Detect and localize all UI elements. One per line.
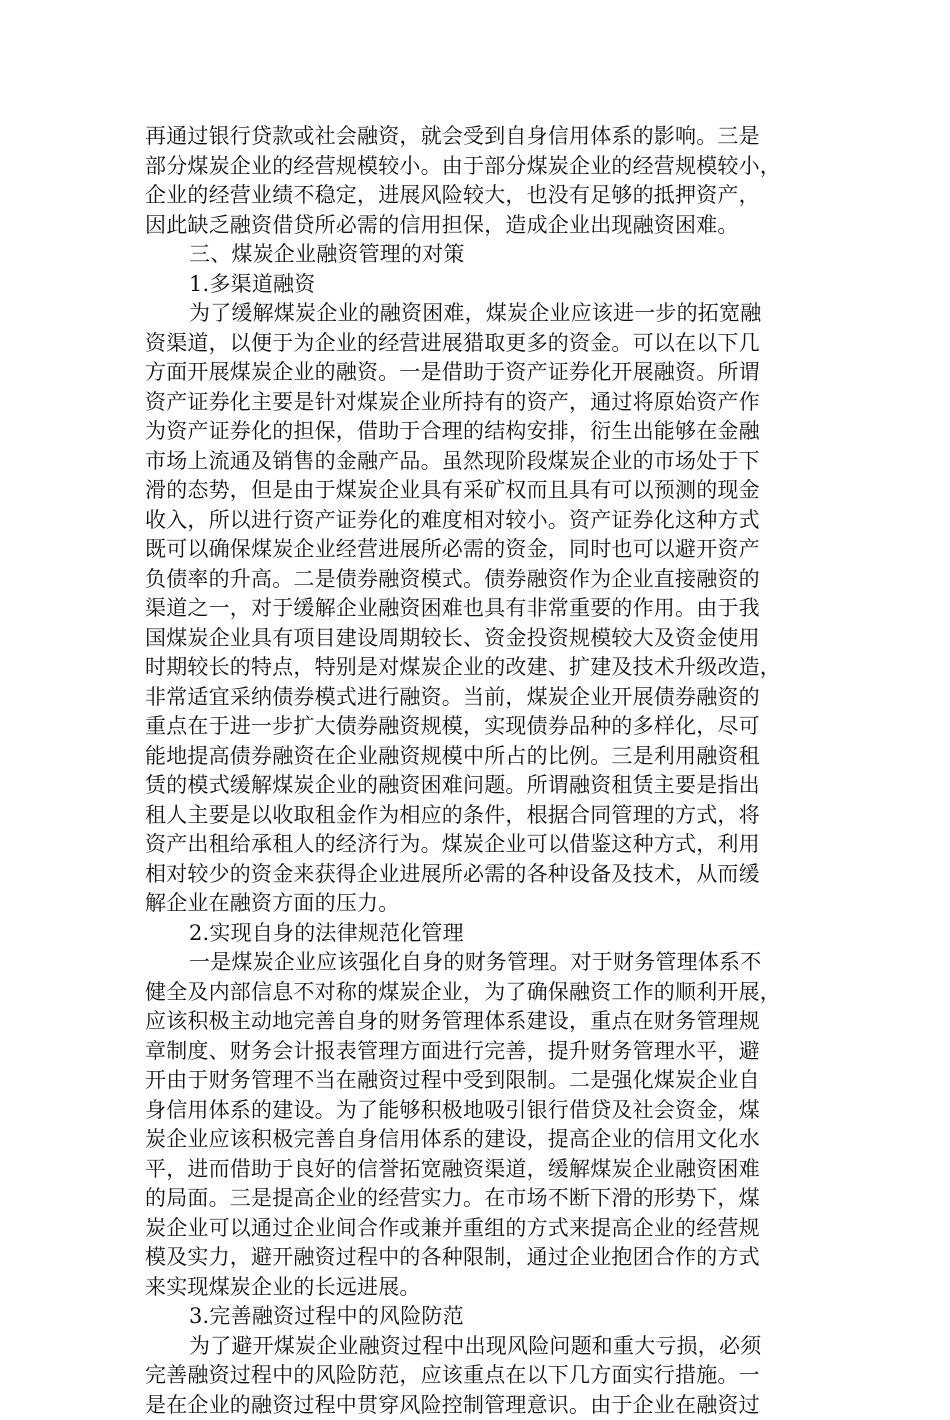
- text-line: 市场上流通及销售的金融产品。虽然现阶段煤炭企业的市场处于下: [145, 447, 805, 477]
- text-line: 完善融资过程中的风险防范，应该重点在以下几方面实行措施。一: [145, 1361, 805, 1391]
- text-line: 资产证券化主要是针对煤炭企业所持有的资产，通过将原始资产作: [145, 388, 805, 418]
- text-line: 渠道之一，对于缓解企业融资困难也具有非常重要的作用。由于我: [145, 594, 805, 624]
- text-line: 为了避开煤炭企业融资过程中出现风险问题和重大亏损，必须: [145, 1332, 805, 1362]
- text-line: 的局面。三是提高企业的经营实力。在市场不断下滑的形势下，煤: [145, 1184, 805, 1214]
- text-line: 开由于财务管理不当在融资过程中受到限制。二是强化煤炭企业自: [145, 1066, 805, 1096]
- text-line: 章制度、财务会计报表管理方面进行完善，提升财务管理水平，避: [145, 1037, 805, 1067]
- text-line: 方面开展煤炭企业的融资。一是借助于资产证券化开展融资。所谓: [145, 358, 805, 388]
- text-line: 资产出租给承租人的经济行为。煤炭企业可以借鉴这种方式，利用: [145, 830, 805, 860]
- text-line: 来实现煤炭企业的长远进展。: [145, 1273, 805, 1303]
- text-line: 相对较少的资金来获得企业进展所必需的各种设备及技术，从而缓: [145, 860, 805, 890]
- document-body: [145, 122, 805, 1420]
- text-line: 模及实力，避开融资过程中的各种限制，通过企业抱团合作的方式: [145, 1243, 805, 1273]
- text-line: 租人主要是以收取租金作为相应的条件，根据合同管理的方式，将: [145, 801, 805, 831]
- text-line: 重点在于进一步扩大债券融资规模，实现债券品种的多样化，尽可: [145, 712, 805, 742]
- text-line: 3.完善融资过程中的风险防范: [145, 1302, 805, 1332]
- text-line: 滑的态势，但是由于煤炭企业具有采矿权而且具有可以预测的现金: [145, 476, 805, 506]
- text-line: 健全及内部信息不对称的煤炭企业，为了确保融资工作的顺利开展，: [145, 978, 805, 1008]
- text-line: 1.多渠道融资: [145, 270, 805, 300]
- text-line: 国煤炭企业具有项目建设周期较长、资金投资规模较大及资金使用: [145, 624, 805, 654]
- text-line: 是在企业的融资过程中贯穿风险控制管理意识。由于企业在融资过: [145, 1391, 805, 1420]
- text-line: 炭企业应该积极完善自身信用体系的建设，提高企业的信用文化水: [145, 1125, 805, 1155]
- text-line: 身信用体系的建设。为了能够积极地吸引银行借贷及社会资金，煤: [145, 1096, 805, 1126]
- text-line: 三、煤炭企业融资管理的对策: [145, 240, 805, 270]
- text-line: 赁的模式缓解煤炭企业的融资困难问题。所谓融资租赁主要是指出: [145, 771, 805, 801]
- text-line: 平，进而借助于良好的信誉拓宽融资渠道，缓解煤炭企业融资困难: [145, 1155, 805, 1185]
- text-line: 收入，所以进行资产证券化的难度相对较小。资产证券化这种方式: [145, 506, 805, 536]
- text-line: 因此缺乏融资借贷所必需的信用担保，造成企业出现融资困难。: [145, 211, 805, 241]
- text-line: 非常适宜采纳债券模式进行融资。当前，煤炭企业开展债券融资的: [145, 683, 805, 713]
- text-line: 既可以确保煤炭企业经营进展所必需的资金，同时也可以避开资产: [145, 535, 805, 565]
- text-line: 为资产证券化的担保，借助于合理的结构安排，衍生出能够在金融: [145, 417, 805, 447]
- text-line: 炭企业可以通过企业间合作或兼并重组的方式来提高企业的经营规: [145, 1214, 805, 1244]
- text-line: 解企业在融资方面的压力。: [145, 889, 805, 919]
- text-line: 能地提高债券融资在企业融资规模中所占的比例。三是利用融资租: [145, 742, 805, 772]
- text-line: 2.实现自身的法律规范化管理: [145, 919, 805, 949]
- text-line: 企业的经营业绩不稳定，进展风险较大，也没有足够的抵押资产，: [145, 181, 805, 211]
- text-line: 资渠道，以便于为企业的经营进展猎取更多的资金。可以在以下几: [145, 329, 805, 359]
- text-line: 一是煤炭企业应该强化自身的财务管理。对于财务管理体系不: [145, 948, 805, 978]
- text-line: 时期较长的特点，特别是对煤炭企业的改建、扩建及技术升级改造，: [145, 653, 805, 683]
- text-line: 负债率的升高。二是债券融资模式。债券融资作为企业直接融资的: [145, 565, 805, 595]
- text-line: 再通过银行贷款或社会融资，就会受到自身信用体系的影响。三是: [145, 122, 805, 152]
- text-line: 应该积极主动地完善自身的财务管理体系建设，重点在财务管理规: [145, 1007, 805, 1037]
- text-line: 部分煤炭企业的经营规模较小。由于部分煤炭企业的经营规模较小，: [145, 152, 805, 182]
- text-line: 为了缓解煤炭企业的融资困难，煤炭企业应该进一步的拓宽融: [145, 299, 805, 329]
